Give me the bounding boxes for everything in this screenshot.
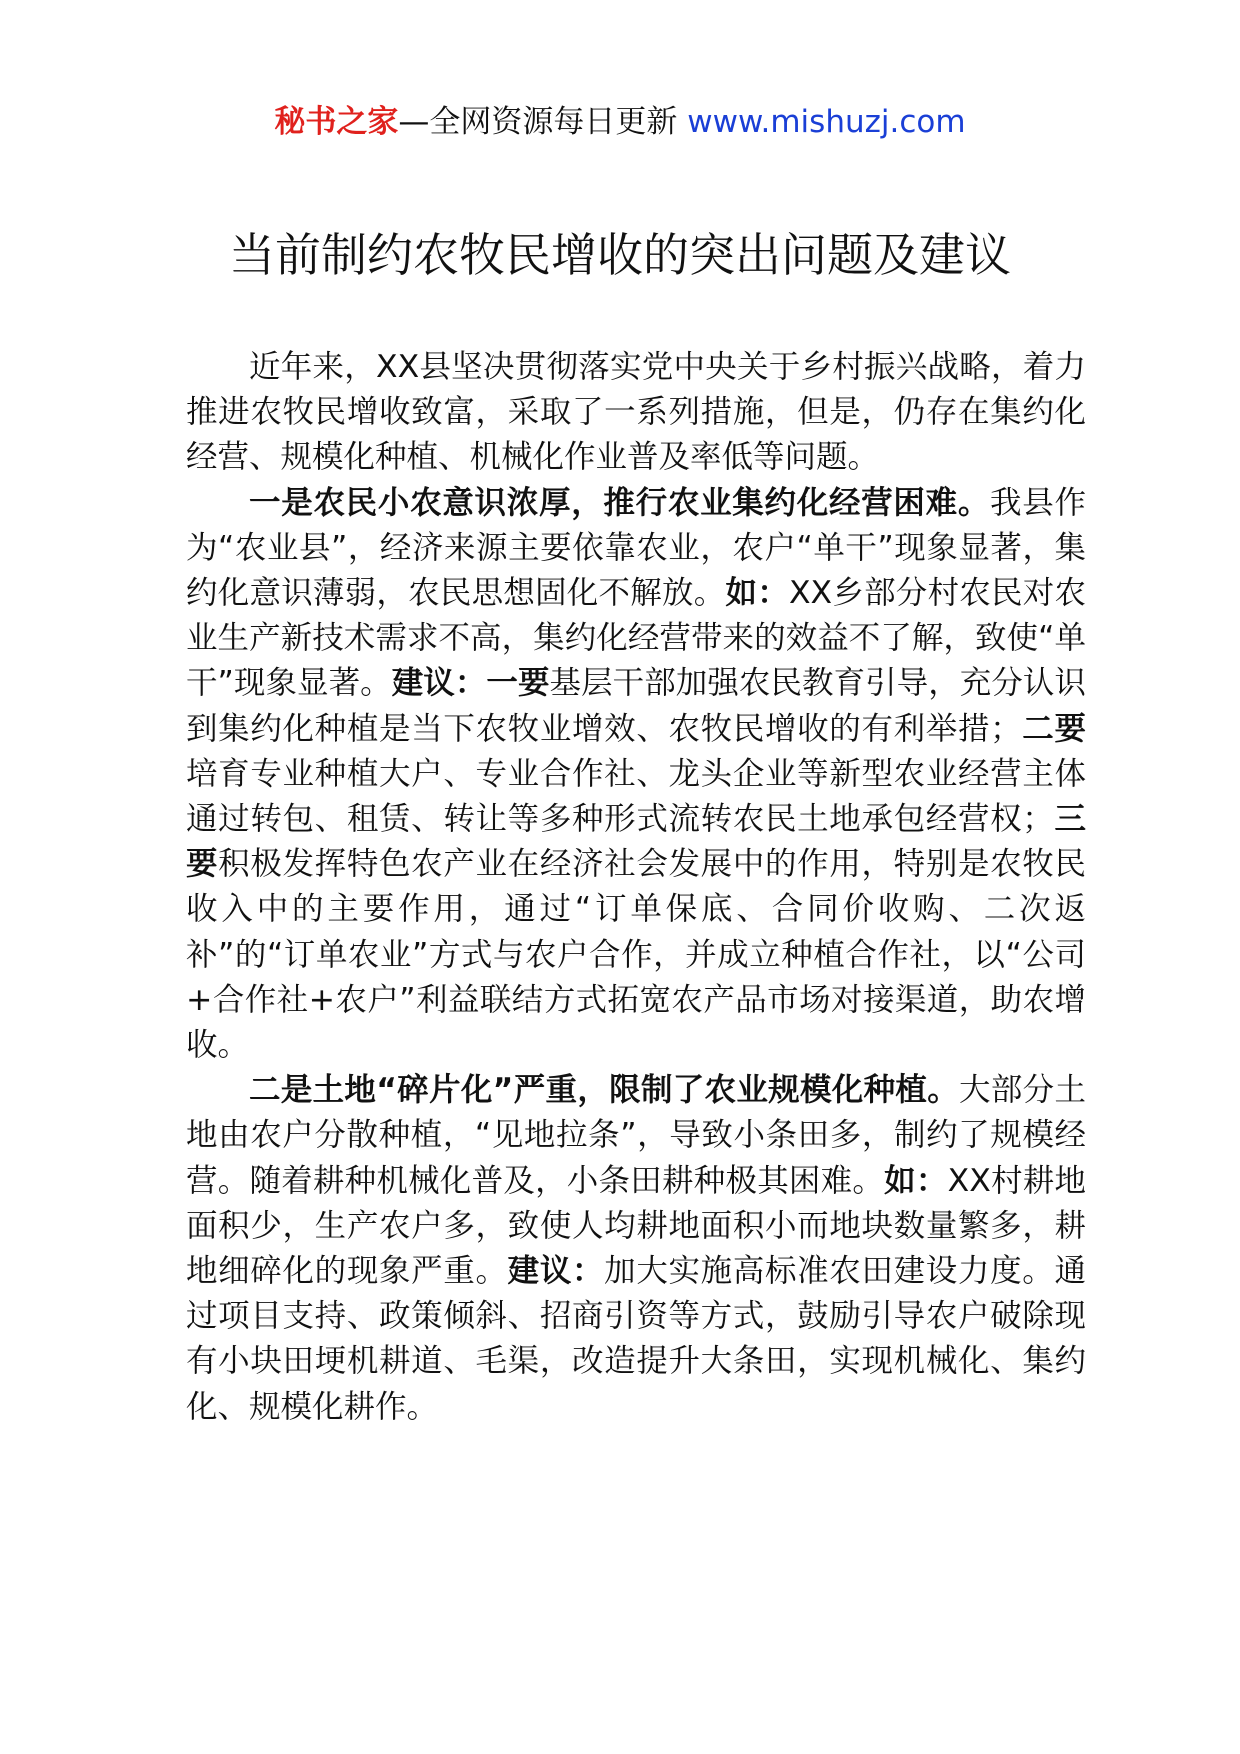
site-name: 秘书之家 — [274, 104, 399, 140]
example-label: 如： — [725, 575, 789, 612]
point-three-label: 三要 — [186, 801, 1086, 883]
section-two-example: XX村耕地面积少，生产农户多，致使人均耕地面积小而地块数量繁多，耕地细碎化的现象严重。 — [186, 1162, 1086, 1290]
intro-paragraph: 近年来，XX县坚决贯彻落实党中央关于乡村振兴战略，着力推进农牧民增收致富，采取了一系列措施，但是，仍存在集约化经营、规模化种植、机械化作业普及率低等问题。 — [186, 349, 1086, 476]
point-one-text: 基层干部加强农民教育引导，充分认识到集约化种植是当下农牧业增效、农牧民增收的有利举措； — [186, 665, 1086, 747]
site-url[interactable]: www.mishuzj.com — [687, 104, 966, 140]
section-two-suggestion: 加大实施高标准农田建设力度。通过项目支持、政策倾斜、招商引资等方式，鼓励引导农户破除现有小块田埂机耕道、毛渠，改造提升大条田，实现机械化、集约化、规模化耕作。 — [186, 1253, 1086, 1425]
document-title: 当前制约农牧民增收的突出问题及建议 — [229, 228, 1011, 282]
document-body — [186, 345, 1086, 1430]
section-two-text: 大部分土地由农户分散种植，“见地拉条”，导致小条田多，制约了规模经营。随着耕种机械化普及，小条田耕种极其困难。 — [186, 1072, 1086, 1199]
point-two-text: 培育专业种植大户、专业合作社、龙头企业等新型农业经营主体通过转包、租赁、转让等多种形式流转农民土地承包经营权； — [186, 755, 1086, 838]
point-one-label: 一要 — [486, 665, 550, 702]
section-one-paragraph — [186, 481, 1086, 1069]
section-one-heading: 一是农民小农意识浓厚，推行农业集约化经营困难。 — [249, 484, 991, 521]
suggestion-label: 建议： — [507, 1253, 605, 1290]
suggestion-label: 建议： — [391, 665, 487, 702]
section-two-heading: 二是土地“碎片化”严重，限制了农业规模化种植。 — [249, 1072, 960, 1109]
point-three-text: 积极发挥特色农产业在经济社会发展中的作用，特别是农牧民收入中的主要作用，通过“订单保底、合同价收购、二次返补”的“订单农业”方式与农户合作，并成立种植合作社，以“公司+合作社+农户”利益联结方式拓宽农产品市场对接渠道，助农增收。 — [186, 846, 1086, 1064]
section-one-text: 我县作为“农业县”，经济来源主要依靠农业，农户“单干”现象显著，集约化意识薄弱，农民思想固化不解放。 — [186, 484, 1086, 612]
example-label: 如： — [884, 1162, 948, 1199]
site-tagline: —全网资源每日更新 — [398, 104, 678, 140]
section-two-paragraph — [186, 1068, 1086, 1430]
point-two-label: 二要 — [1021, 710, 1086, 747]
site-banner — [0, 100, 1240, 144]
section-one-example: XX乡部分村农民对农业生产新技术需求不高，集约化经营带来的效益不了解，致使“单干”现象显著。 — [186, 575, 1086, 702]
